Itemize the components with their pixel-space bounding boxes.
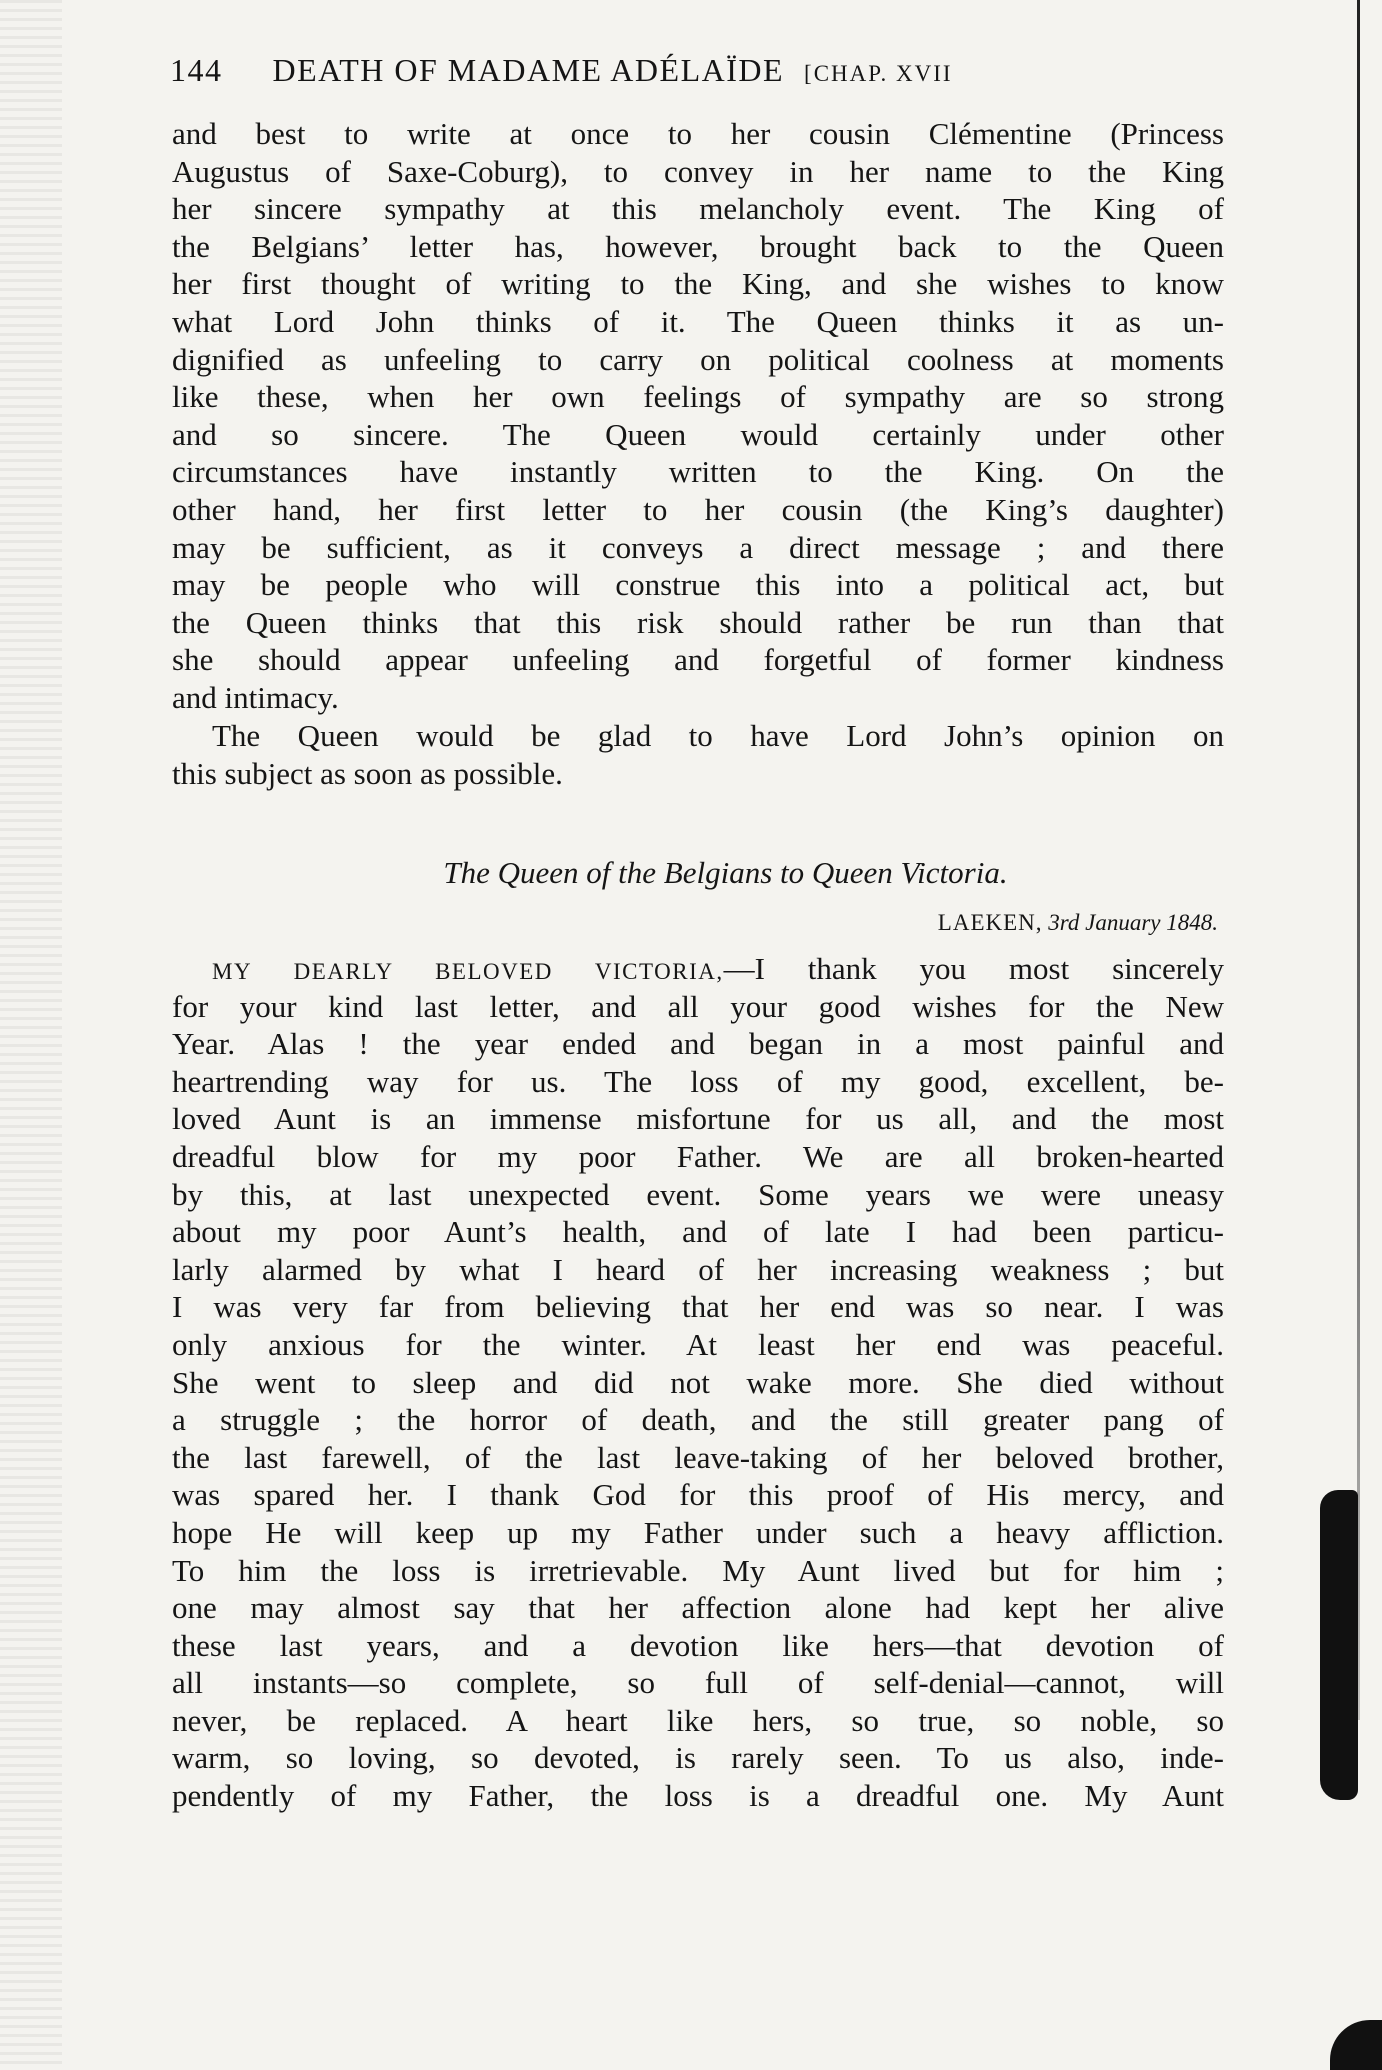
letter-line: was spared her. I thank God for this proof of His mercy, and: [172, 1477, 1224, 1513]
text-line: what Lord John thinks of it. The Queen thinks it as un-: [172, 303, 1224, 339]
text-line: and best to write at once to her cousin Clémentine (Princess: [172, 116, 1224, 151]
letter-line: about my poor Aunt’s health, and of late I had been particu-: [172, 1214, 1224, 1250]
running-head: [170, 52, 1230, 89]
letter-title: The Queen of the Belgians to Queen Victoria.: [443, 855, 1008, 890]
letter-salutation: MY DEARLY BELOVED VICTORIA,: [212, 959, 724, 984]
text-line: the Belgians’ letter has, however, brought back to the Queen: [172, 228, 1224, 264]
text-line: she should appear unfeeling and forgetful of former kindness: [172, 642, 1224, 678]
letter-line: a struggle ; the horror of death, and the still greater pang of: [172, 1402, 1224, 1438]
letter-line: hope He will keep up my Father under such a heavy affliction.: [172, 1514, 1224, 1550]
memo-closing-paragraph: [172, 717, 1224, 792]
letter-line: larly alarmed by what I heard of her increasing weakness ; but: [172, 1251, 1224, 1287]
letter-line: warm, so loving, so devoted, is rarely seen. To us also, inde-: [172, 1740, 1224, 1776]
letter-line: by this, at last unexpected event. Some years we were uneasy: [172, 1176, 1224, 1212]
letter-date: 3rd January 1848.: [1048, 910, 1218, 935]
text-line: circumstances have instantly written to the King. On the: [172, 454, 1224, 490]
letter-line: never, be replaced. A heart like hers, so true, so noble, so: [172, 1702, 1224, 1738]
text-line: dignified as unfeeling to carry on political coolness at moments: [172, 341, 1224, 377]
text-line: and so sincere. The Queen would certainly under other: [172, 416, 1224, 452]
page-number: 144: [170, 52, 223, 88]
letter-line: the last farewell, of the last leave-taking of her beloved brother,: [172, 1439, 1224, 1475]
text-line: her first thought of writing to the King, and she wishes to know: [172, 266, 1224, 302]
scan-blot: [1320, 1490, 1358, 1800]
text-line: may be sufficient, as it conveys a direct message ; and there: [172, 529, 1224, 565]
letter-line: heartrending way for us. The loss of my good, excellent, be-: [172, 1063, 1224, 1099]
text-line: like these, when her own feelings of sympathy are so strong: [172, 379, 1224, 415]
scan-corner-blot: [1330, 2020, 1382, 2070]
text-line: this subject as soon as possible.: [172, 755, 563, 791]
letter-line: these last years, and a devotion like hers—that devotion of: [172, 1627, 1224, 1663]
letter-first-line: [172, 950, 1224, 988]
text-line: may be people who will construe this into a political act, but: [172, 567, 1224, 603]
running-title: DEATH OF MADAME ADÉLAÏDE: [272, 52, 785, 88]
letter-line: loved Aunt is an immense misfortune for us all, and the most: [172, 1101, 1224, 1137]
letter-line: She went to sleep and did not wake more. She died without: [172, 1364, 1224, 1400]
letter-line: I was very far from believing that her end was so near. I was: [172, 1289, 1224, 1325]
letter-lines: [172, 988, 1224, 1815]
text-line: The Queen would be glad to have Lord John’s opinion on: [212, 718, 1224, 753]
letter-line: pendently of my Father, the loss is a dreadful one. My Aunt: [172, 1778, 1224, 1814]
memo-paragraph: [172, 115, 1224, 717]
letter-line: all instants—so complete, so full of self-denial—cannot, will: [172, 1665, 1224, 1701]
text-line: and intimacy.: [172, 679, 339, 715]
text-line: the Queen thinks that this risk should rather be run than that: [172, 604, 1224, 640]
text-line: other hand, her first letter to her cousin (the King’s daughter): [172, 491, 1224, 527]
letter-place: LAEKEN,: [937, 910, 1043, 935]
scan-edge-right: [1357, 0, 1360, 1720]
chapter-label: [CHAP. XVII: [804, 61, 953, 86]
letter-line: dreadful blow for my poor Father. We are all broken-hearted: [172, 1138, 1224, 1174]
letter-line: —I thank you most sincerely: [723, 951, 1224, 986]
letter-line: one may almost say that her affection alone had kept her alive: [172, 1590, 1224, 1626]
letter-line: To him the loss is irretrievable. My Aunt lived but for him ;: [172, 1552, 1224, 1588]
letter-line: only anxious for the winter. At least her end was peaceful.: [172, 1326, 1224, 1362]
letter-line: Year. Alas ! the year ended and began in a most painful and: [172, 1026, 1224, 1062]
letter-body: [172, 950, 1224, 1815]
scan-edge-left: [0, 0, 62, 2070]
letter-dateline: [938, 910, 1218, 936]
letter-line: for your kind last letter, and all your good wishes for the New: [172, 988, 1224, 1024]
text-line: Augustus of Saxe-Coburg), to convey in her name to the King: [172, 153, 1224, 189]
text-line: her sincere sympathy at this melancholy event. The King of: [172, 191, 1224, 227]
